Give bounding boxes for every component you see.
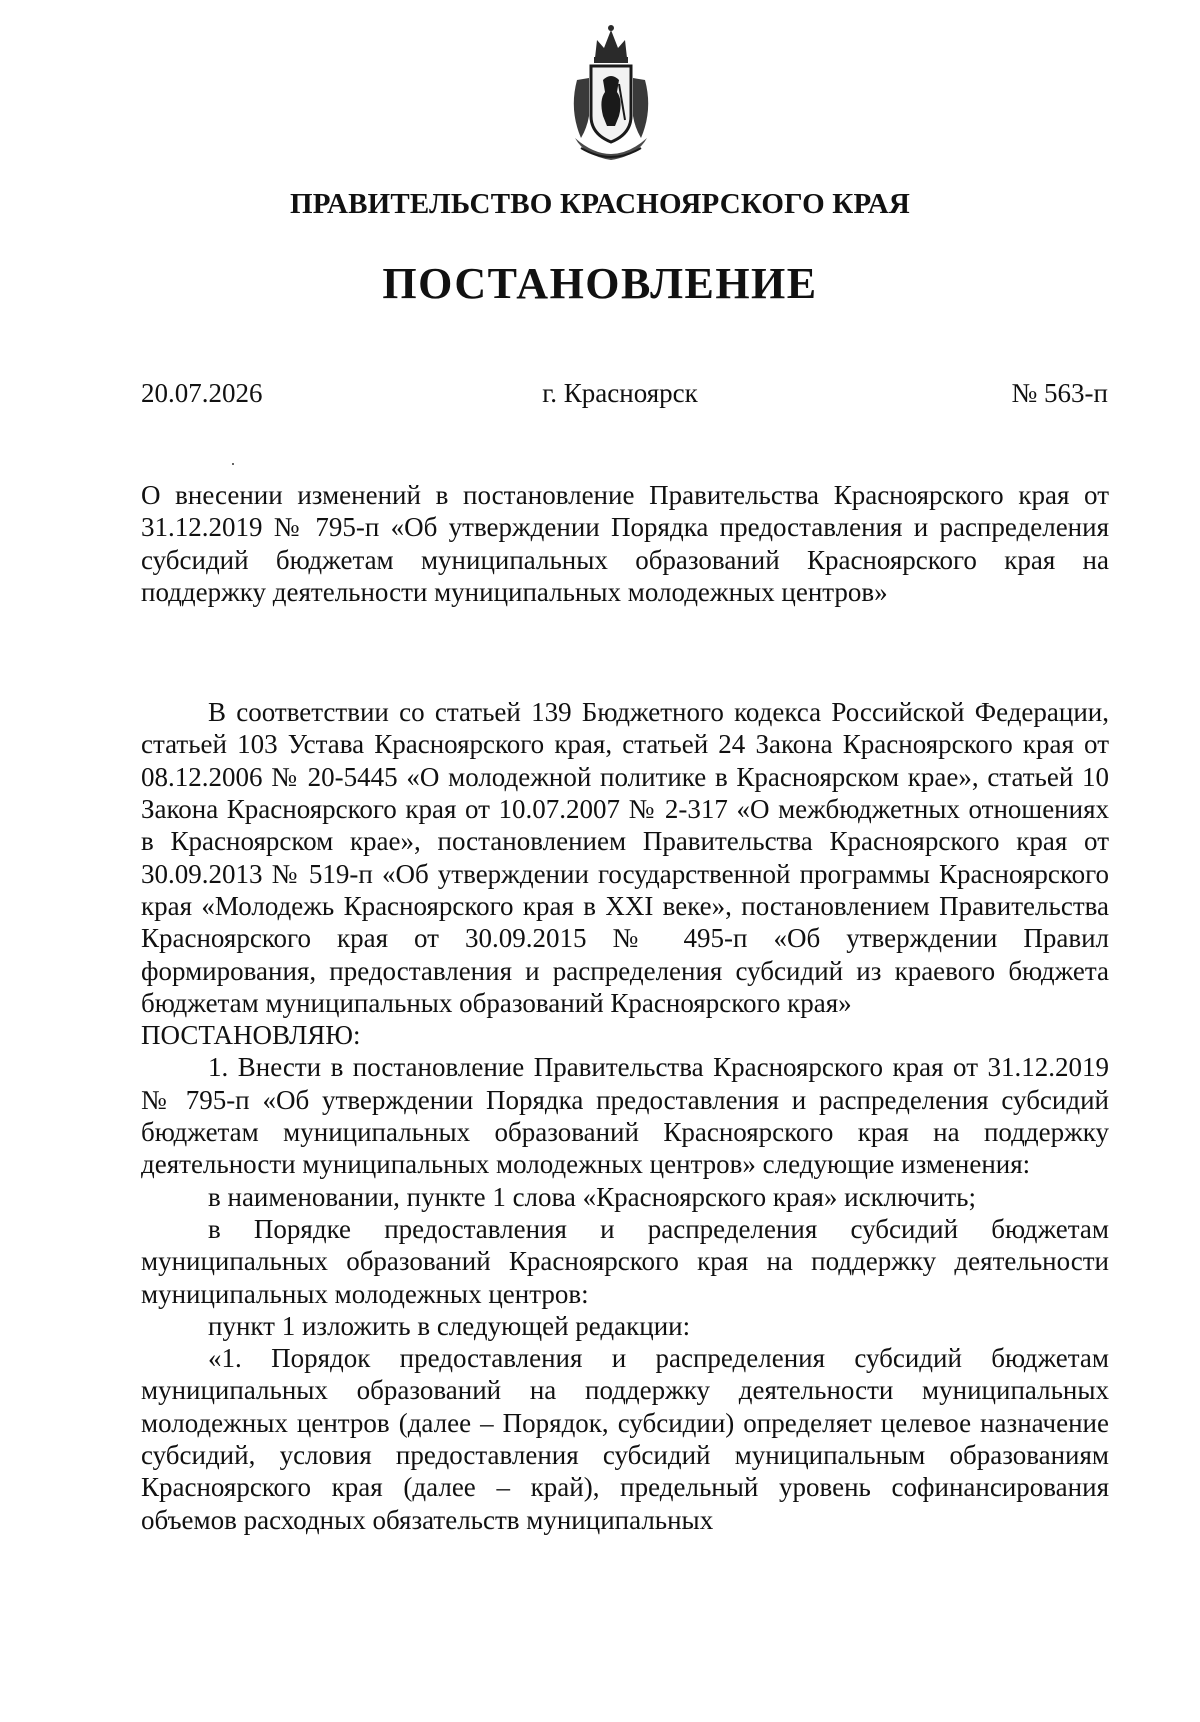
preamble-paragraph: В соответствии со статьей 139 Бюджетного кодекса Российской Федерации, статьей 103 Устава Красноярского края, статьей 24 Закона Красноярского края от 08.12.2006 № 20-5445 «О молодежной политике в Красноярском крае», статьей 10 Закона Красноярского края от 10.07.2007 № 2-317 «О межбюджетных отношениях в Красноярском крае», постановлением Правительства Красноярского края от 30.09.2013 № 519-п «Об утверждении государственной программы Красноярского края «Молодежь Красноярского края в XXI веке», постановлением Правительства Красноярского края от 30.09.2015 № 495-п «Об утверждении Правил формирования, предоставления и распределения субсидий из краевого бюджета бюджетам муниципальных образований Красноярского края» (141, 697, 1109, 1018)
item-1-paragraph: 1. Внести в постановление Правительства Красноярского края от 31.12.2019 № 795-п «Об утверждении Порядка предоставления и распределения субсидий бюджетам муниципальных образований Красноярского края на поддержку деятельности муниципальных молодежных центров» следующие изменения: (141, 1052, 1109, 1180)
krasnoyarsk-coat-of-arms-icon (567, 20, 655, 170)
stray-mark (232, 463, 234, 465)
document-content (141, 479, 1109, 1536)
change-1-paragraph: в наименовании, пункте 1 слова «Красноярского края» исключить; (208, 1181, 976, 1212)
government-title: ПРАВИТЕЛЬСТВО КРАСНОЯРСКОГО КРАЯ (289, 188, 911, 220)
change-2-paragraph: в Порядке предоставления и распределения субсидий бюджетам муниципальных образований Красноярского края на поддержку деятельности муниципальных молодежных центров: (141, 1213, 1109, 1309)
quoted-paragraph: «1. Порядок предоставления и распределения субсидий бюджетам муниципальных образований на поддержку деятельности муниципальных молодежных центров (далее – Порядок, субсидии) определяет целевое назначение субсидий, условия предоставления субсидий муниципальным образованиям Красноярского края (далее – край), предельный уровень софинансирования объемов расходных обязательств муниципальных (141, 1343, 1109, 1535)
change-3-paragraph: пункт 1 изложить в следующей редакции: (208, 1310, 691, 1341)
document-subject: О внесении изменений в постановление Правительства Красноярского края от 31.12.2019 № 795-п «Об утверждении Порядка предоставления и распределения субсидий бюджетам муниципальных образований Красноярского края на поддержку деятельности муниципальных молодежных центров» (141, 480, 1109, 607)
resolve-statement: ПОСТАНОВЛЯЮ: (141, 1020, 361, 1051)
document-city: г. Красноярск (542, 378, 698, 408)
document-number: № 563-п (1011, 378, 1108, 408)
document-type-heading: ПОСТАНОВЛЕНИЕ (382, 259, 818, 308)
document-date: 20.07.2026 (141, 378, 263, 408)
